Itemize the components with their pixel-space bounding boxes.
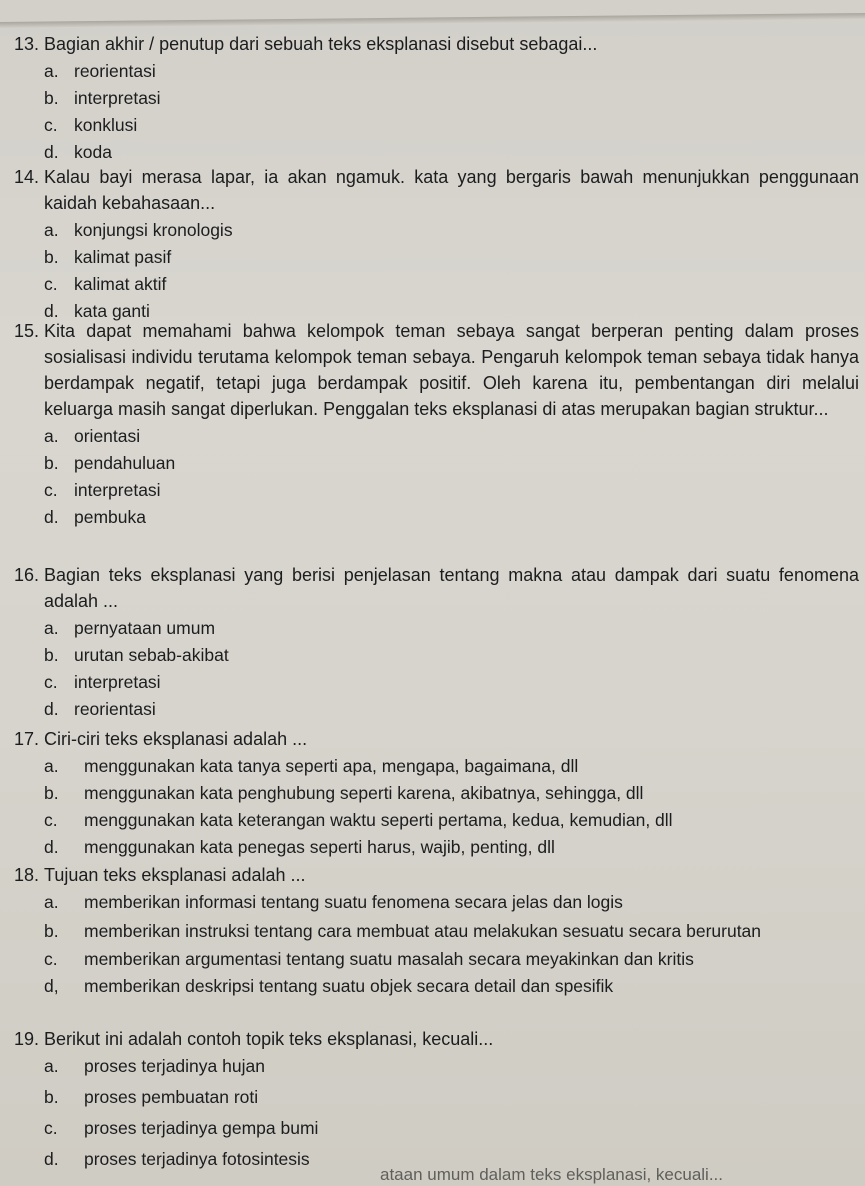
question-text: Bagian akhir / penutup dari sebuah teks eksplanasi disebut sebagai... [44, 34, 598, 54]
option-letter: c. [44, 1118, 58, 1138]
option-d[interactable] [44, 504, 859, 531]
option-c[interactable] [44, 807, 859, 834]
option-a[interactable] [44, 58, 859, 85]
question-stem [14, 726, 859, 752]
option-text: kalimat aktif [74, 274, 167, 294]
option-text: menggunakan kata keterangan waktu seperti pertama, kedua, kemudian, dll [84, 810, 673, 830]
question-13 [14, 31, 859, 166]
bleed-through-text: ataan umum dalam teks eksplanasi, kecuali... [380, 1165, 724, 1184]
option-b[interactable] [44, 450, 859, 477]
option-letter: c. [44, 115, 58, 135]
option-c[interactable] [44, 1115, 859, 1146]
option-letter: a. [44, 426, 59, 446]
option-text: orientasi [74, 426, 141, 446]
option-letter: b. [44, 88, 59, 108]
option-b[interactable] [44, 1084, 859, 1115]
question-number: 19. [14, 1029, 40, 1049]
option-text: memberikan deskripsi tentang suatu objek secara detail dan spesifik [84, 976, 614, 996]
option-text: menggunakan kata penghubung seperti karena, akibatnya, sehingga, dll [84, 783, 644, 803]
option-text: memberikan argumentasi tentang suatu masalah secara meyakinkan dan kritis [84, 949, 694, 969]
question-number: 13. [14, 34, 40, 54]
option-a[interactable] [44, 423, 859, 450]
question-text: Tujuan teks eksplanasi adalah ... [44, 865, 306, 885]
option-letter: a. [44, 61, 59, 81]
options-list [44, 889, 859, 1000]
question-text: Bagian teks eksplanasi yang berisi penjelasan tentang makna atau dampak dari suatu fenomena adalah ... [44, 565, 859, 611]
option-a[interactable] [44, 615, 859, 642]
option-text: proses terjadinya fotosintesis [84, 1149, 310, 1169]
option-text: proses pembuatan roti [84, 1087, 259, 1107]
option-text: koda [74, 142, 112, 162]
option-c[interactable] [44, 271, 859, 298]
option-letter: a. [44, 1056, 59, 1076]
option-d[interactable] [44, 696, 859, 723]
option-letter: b. [44, 921, 59, 941]
options-list [44, 58, 859, 166]
option-c[interactable] [44, 477, 859, 504]
question-14 [14, 164, 859, 325]
option-letter: a. [44, 618, 59, 638]
option-letter: d. [44, 1149, 59, 1169]
question-text: Kita dapat memahami bahwa kelompok teman sebaya sangat berperan penting dalam proses sosialisasi individu terutama kelompok teman sebaya. Pengaruh kelompok teman sebaya tidak hanya berdampak negatif, tetapi juga berdampak positif. Oleh karena itu, pembentangan diri melalui keluarga masih sangat diperlukan. Penggalan teks eksplanasi di atas merupakan bagian struktur... [44, 321, 859, 419]
option-letter: a. [44, 756, 59, 776]
option-text: interpretasi [74, 672, 161, 692]
option-letter: b. [44, 783, 59, 803]
options-list [44, 615, 859, 723]
option-letter: d. [44, 142, 59, 162]
option-letter: b. [44, 645, 59, 665]
option-text: kata ganti [74, 301, 150, 321]
option-d[interactable] [44, 834, 859, 861]
question-17 [14, 726, 859, 861]
option-letter: b. [44, 453, 59, 473]
paper-top-edge [0, 13, 865, 28]
question-16 [14, 562, 859, 723]
question-stem [14, 1026, 859, 1052]
option-letter: c. [44, 480, 58, 500]
option-a[interactable] [44, 753, 859, 780]
option-text: menggunakan kata tanya seperti apa, mengapa, bagaimana, dll [84, 756, 579, 776]
option-text: memberikan informasi tentang suatu fenomena secara jelas dan logis [84, 892, 623, 912]
options-list [44, 753, 859, 861]
option-text: konklusi [74, 115, 138, 135]
option-a[interactable] [44, 889, 859, 916]
option-text: menggunakan kata penegas seperti harus, wajib, penting, dll [84, 837, 555, 857]
question-stem [14, 31, 859, 57]
option-text: reorientasi [74, 699, 156, 719]
question-text: Kalau bayi merasa lapar, ia akan ngamuk. kata yang bergaris bawah menunjukkan penggunaan kaidah kebahasaan... [44, 167, 859, 213]
option-c[interactable] [44, 112, 859, 139]
question-18 [14, 862, 859, 1000]
option-c[interactable] [44, 946, 859, 973]
question-19 [14, 1026, 859, 1177]
option-text: memberikan instruksi tentang cara membuat atau melakukan sesuatu secara berurutan [84, 921, 762, 941]
option-letter: d. [44, 301, 59, 321]
question-stem [14, 562, 859, 614]
option-b[interactable] [44, 642, 859, 669]
option-letter: a. [44, 220, 59, 240]
question-text: Berikut ini adalah contoh topik teks eksplanasi, kecuali... [44, 1029, 494, 1049]
option-text: interpretasi [74, 88, 161, 108]
option-d[interactable] [44, 139, 859, 166]
option-text: kalimat pasif [74, 247, 172, 267]
option-text: interpretasi [74, 480, 161, 500]
option-text: pernyataan umum [74, 618, 216, 638]
option-letter: d. [44, 699, 59, 719]
option-a[interactable] [44, 1053, 859, 1084]
options-list [44, 1053, 859, 1177]
option-a[interactable] [44, 217, 859, 244]
question-stem [14, 862, 859, 888]
question-text: Ciri-ciri teks eksplanasi adalah ... [44, 729, 308, 749]
option-letter: a. [44, 892, 59, 912]
option-text: pembuka [74, 507, 146, 527]
option-text: urutan sebab-akibat [74, 645, 229, 665]
option-letter: d. [44, 507, 59, 527]
option-b[interactable] [44, 85, 859, 112]
option-d[interactable] [44, 973, 859, 1000]
question-stem [14, 318, 859, 422]
option-letter: c. [44, 672, 58, 692]
option-letter: c. [44, 274, 58, 294]
question-15 [14, 318, 859, 531]
option-letter: c. [44, 810, 58, 830]
options-list [44, 423, 859, 531]
question-stem [14, 164, 859, 216]
option-c[interactable] [44, 669, 859, 696]
option-text: konjungsi kronologis [74, 220, 233, 240]
option-b[interactable] [44, 916, 859, 946]
option-letter: b. [44, 247, 59, 267]
option-text: pendahuluan [74, 453, 176, 473]
option-b[interactable] [44, 244, 859, 271]
question-number: 14. [14, 167, 40, 187]
option-b[interactable] [44, 780, 859, 807]
question-number: 16. [14, 565, 40, 585]
options-list [44, 217, 859, 325]
option-letter: d, [44, 976, 59, 996]
option-letter: d. [44, 837, 59, 857]
question-number: 18. [14, 865, 40, 885]
option-text: reorientasi [74, 61, 156, 81]
option-text: proses terjadinya gempa bumi [84, 1118, 319, 1138]
option-letter: b. [44, 1087, 59, 1107]
option-letter: c. [44, 949, 58, 969]
question-number: 17. [14, 729, 40, 749]
option-text: proses terjadinya hujan [84, 1056, 265, 1076]
question-number: 15. [14, 321, 40, 341]
